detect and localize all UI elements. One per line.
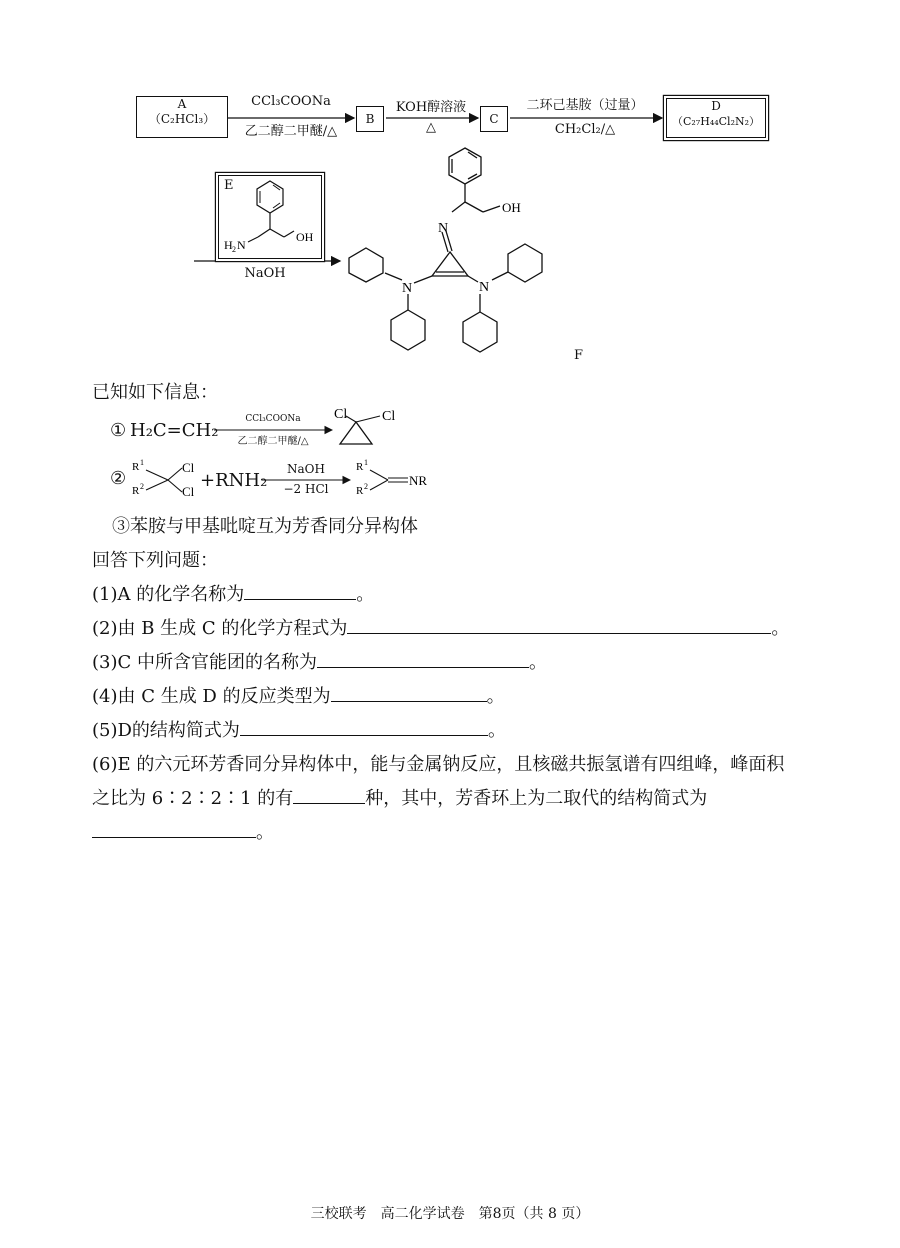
known-item3: ③苯胺与甲基吡啶互为芳香同分异构体	[112, 516, 418, 537]
e-nh2-text: H	[224, 238, 233, 252]
known-item1-reactant: H₂C=CH₂	[130, 420, 219, 441]
q5-end: 。	[487, 720, 506, 741]
svg-text:2: 2	[232, 245, 236, 254]
svg-text:2: 2	[364, 482, 368, 491]
known-item2-num: ②	[110, 468, 127, 489]
q5-text: (5)D的结构简式为	[92, 720, 240, 741]
q3-answer-blank[interactable]	[317, 649, 529, 668]
question-6-line1: (6)E 的六元环芳香同分异构体中，能与金属钠反应，且核磁共振氢谱有四组峰，峰面积	[92, 754, 785, 775]
q5-answer-blank[interactable]	[240, 717, 488, 736]
compound-a-label: A	[177, 97, 187, 111]
known-item1-bottom: 乙二醇二甲醚/△	[237, 436, 309, 447]
question-1	[92, 580, 374, 606]
svg-text:OH: OH	[502, 200, 521, 215]
q3-text: (3)C 中所含官能团的名称为	[92, 652, 317, 673]
svg-text:N: N	[479, 280, 490, 295]
page-footer: 三校联考 高二化学试卷 第8页（共 8 页）	[310, 1206, 590, 1222]
arrow2-bottom-label: △	[426, 120, 436, 135]
q1-end: 。	[356, 584, 375, 605]
q4-text: (4)由 C 生成 D 的反应类型为	[92, 686, 331, 707]
svg-text:Cl: Cl	[382, 409, 396, 424]
arrow1-bottom-label: 乙二醇二甲醚/△	[244, 124, 338, 139]
known-item1-num: ①	[110, 420, 127, 441]
svg-text:2: 2	[140, 482, 144, 491]
svg-text:Cl: Cl	[182, 484, 195, 499]
questions-heading: 回答下列问题：	[92, 550, 218, 571]
question-2	[92, 614, 789, 640]
known-info-heading: 已知如下信息：	[92, 382, 218, 403]
compound-a-formula: （C₂HCl₃）	[148, 112, 216, 126]
compound-c-label: C	[489, 112, 499, 126]
q6-end: 。	[256, 822, 274, 843]
q6-text-b: 种，其中，芳香环上为二取代的结构简式为	[365, 788, 708, 809]
svg-text:1: 1	[364, 458, 368, 467]
svg-text:R: R	[132, 485, 140, 497]
question-5	[92, 716, 506, 742]
question-6-line3	[92, 818, 274, 844]
known-item2-reagent: +RNH₂	[200, 470, 268, 491]
svg-text:NR: NR	[409, 473, 428, 488]
compound-d-formula: （C₂₇H₄₄Cl₂N₂）	[671, 115, 761, 128]
question-4	[92, 682, 505, 708]
q2-text: (2)由 B 生成 C 的化学方程式为	[92, 618, 348, 639]
compound-f-label: F	[574, 348, 584, 363]
compound-b-label: B	[365, 112, 375, 126]
q1-answer-blank[interactable]	[244, 581, 356, 600]
compound-e-label: E	[224, 178, 234, 193]
svg-text:Cl: Cl	[182, 460, 195, 475]
q6-structure-blank[interactable]	[92, 819, 256, 838]
q2-answer-blank[interactable]	[347, 615, 771, 634]
question-6-line2	[92, 784, 707, 810]
q2-end: 。	[771, 618, 790, 639]
question-3	[92, 648, 547, 674]
arrow1-top-label: CCl₃COONa	[251, 94, 331, 109]
q6-count-blank[interactable]	[293, 785, 365, 804]
svg-text:N: N	[237, 238, 246, 252]
arrow3-bottom-label: CH₂Cl₂/△	[554, 122, 616, 137]
svg-text:Cl: Cl	[334, 407, 348, 422]
q1-text: (1)A 的化学名称为	[92, 584, 245, 605]
svg-text:1: 1	[140, 458, 144, 467]
known-item1-top: CCl₃COONa	[245, 414, 301, 424]
svg-text:N: N	[402, 281, 413, 296]
arrow3-top-label: 二环己基胺（过量）	[526, 98, 644, 113]
svg-text:R: R	[132, 461, 140, 473]
known-item2-top: NaOH	[287, 462, 325, 476]
svg-text:R: R	[356, 485, 364, 497]
q3-end: 。	[529, 652, 547, 673]
svg-text:OH: OH	[296, 230, 314, 244]
known-item2-bottom: −2 HCl	[283, 482, 329, 496]
q6-text-a: 之比为 6∶2∶2∶1 的有	[92, 788, 294, 809]
svg-text:N: N	[438, 221, 449, 236]
compound-d-label: D	[711, 99, 721, 113]
svg-text:R: R	[356, 461, 364, 473]
arrow2-top-label: KOH醇溶液	[395, 100, 467, 115]
q4-end: 。	[486, 686, 505, 707]
q4-answer-blank[interactable]	[331, 683, 487, 702]
arrow4-bottom-label: NaOH	[244, 266, 286, 281]
